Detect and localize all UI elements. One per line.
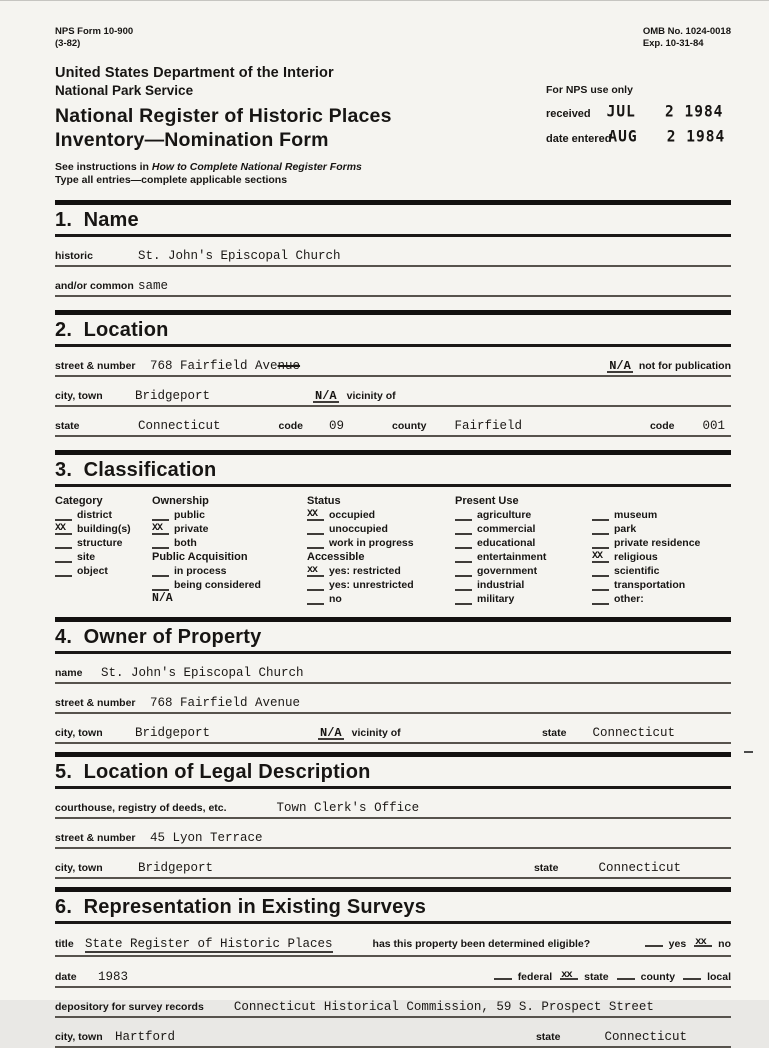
form-title bbox=[55, 105, 392, 152]
ck-religious bbox=[592, 549, 731, 563]
title-block bbox=[55, 81, 392, 152]
form-number-block bbox=[55, 26, 133, 49]
survey-level-group bbox=[494, 969, 731, 983]
code-label: code bbox=[278, 420, 304, 432]
ck-military-blank bbox=[455, 595, 472, 605]
ck-industrial-blank bbox=[455, 581, 472, 591]
ck-government-label: government bbox=[477, 565, 538, 577]
section-2-title: 2. Location bbox=[55, 315, 731, 347]
field-row-owner-city bbox=[55, 714, 731, 744]
ck-in-process-blank bbox=[152, 567, 169, 577]
not-for-publication-group bbox=[607, 360, 731, 373]
ck-occupied-label: occupied bbox=[329, 509, 376, 521]
ck-in-process bbox=[152, 563, 307, 577]
ck-yes-restricted-blank bbox=[307, 567, 324, 577]
owner-city-label: city, town bbox=[55, 727, 103, 739]
survey-date-label: date bbox=[55, 971, 77, 983]
date-entered-row bbox=[546, 130, 731, 146]
field-row-owner-name bbox=[55, 654, 731, 684]
legal-street-label: street & number bbox=[55, 832, 136, 844]
agency-row bbox=[55, 81, 731, 152]
nps-use-heading: For NPS use only bbox=[546, 84, 633, 96]
ck-private-blank bbox=[152, 525, 169, 535]
section-6-surveys bbox=[55, 887, 731, 1048]
classification-grid bbox=[55, 487, 731, 609]
street-value-struck: nue bbox=[277, 359, 301, 373]
owner-state-group bbox=[542, 726, 675, 740]
ck-no-label: no bbox=[329, 593, 342, 605]
instructions-manual-title: How to Complete National Register Forms bbox=[151, 161, 362, 173]
ck-object bbox=[55, 563, 152, 577]
state-level-label: state bbox=[584, 971, 609, 983]
ck-yes-restricted-label: yes: restricted bbox=[329, 565, 401, 577]
ck-site-blank bbox=[55, 553, 72, 563]
field-row-depository bbox=[55, 988, 731, 1018]
survey-state-label: state bbox=[535, 1031, 561, 1043]
county-label: county bbox=[392, 420, 427, 432]
ck-occupied bbox=[307, 507, 455, 521]
ck-museum-blank bbox=[592, 511, 609, 521]
local-level-label: local bbox=[707, 971, 731, 983]
ck-yes-unrestricted-label: yes: unrestricted bbox=[329, 579, 414, 591]
vicinity-na: N/A bbox=[315, 389, 337, 403]
section-4-title: 4. Owner of Property bbox=[55, 622, 731, 654]
ck-other bbox=[592, 591, 731, 605]
eligible-no-label: no bbox=[718, 938, 731, 950]
ck-work-in-progress bbox=[307, 535, 455, 549]
ck-private-residence-blank bbox=[592, 539, 609, 549]
status-header: Status bbox=[307, 495, 341, 507]
field-row-survey-city bbox=[55, 1018, 731, 1048]
date-entered-label: date entered bbox=[546, 133, 612, 145]
field-row-common bbox=[55, 267, 731, 297]
code2-label: code bbox=[649, 420, 675, 432]
ck-educational-label: educational bbox=[477, 537, 536, 549]
category-header: Category bbox=[55, 495, 103, 507]
field-row-state bbox=[55, 407, 731, 437]
section-4-owner bbox=[55, 617, 731, 744]
field-row-legal-street bbox=[55, 819, 731, 849]
form-revision: (3-82) bbox=[55, 37, 81, 49]
ck-park bbox=[592, 521, 731, 535]
survey-city-value: Hartford bbox=[115, 1030, 176, 1044]
field-row-legal-city bbox=[55, 849, 731, 879]
eligible-yes-blank bbox=[645, 936, 663, 947]
courthouse-value: Town Clerk's Office bbox=[276, 801, 420, 815]
instructions-line1 bbox=[55, 161, 731, 174]
owner-city-value: Bridgeport bbox=[135, 726, 211, 740]
common-value: same bbox=[138, 279, 169, 293]
ck-educational-blank bbox=[455, 539, 472, 549]
ck-private-mark: XX bbox=[152, 523, 163, 534]
ck-structure-label: structure bbox=[77, 537, 123, 549]
courthouse-label: courthouse, registry of deeds, etc. bbox=[55, 802, 227, 814]
ck-private-label: private bbox=[174, 523, 209, 535]
ck-commercial bbox=[455, 521, 592, 535]
received-date-stamp: JUL 2 1984 bbox=[606, 103, 724, 121]
ck-entertainment-label: entertainment bbox=[477, 551, 547, 563]
historic-label: historic bbox=[55, 250, 93, 262]
survey-city-label: city, town bbox=[55, 1031, 103, 1043]
ck-other-label: other: bbox=[614, 593, 644, 605]
field-row-owner-street bbox=[55, 684, 731, 714]
ck-religious-blank bbox=[592, 553, 609, 563]
federal-blank bbox=[494, 969, 512, 980]
not-for-publication-label: not for publication bbox=[638, 360, 731, 372]
ownership-column bbox=[152, 493, 307, 605]
ck-public-label: public bbox=[174, 509, 205, 521]
legal-city-value: Bridgeport bbox=[138, 861, 214, 875]
not-for-publication-na: N/A bbox=[609, 359, 631, 373]
field-row-city bbox=[55, 377, 731, 407]
owner-name-value: St. John's Episcopal Church bbox=[101, 666, 304, 680]
ck-park-label: park bbox=[614, 523, 637, 535]
street-label: street & number bbox=[55, 360, 136, 372]
ck-object-label: object bbox=[77, 565, 108, 577]
ck-unoccupied-blank bbox=[307, 525, 324, 535]
form-title-line1: National Register of Historic Places bbox=[55, 105, 392, 127]
ck-structure-blank bbox=[55, 539, 72, 549]
ck-government bbox=[455, 563, 592, 577]
ck-scientific-label: scientific bbox=[614, 565, 660, 577]
ck-agriculture bbox=[455, 507, 592, 521]
ck-district bbox=[55, 507, 152, 521]
ck-occupied-mark: XX bbox=[307, 509, 318, 520]
ck-no bbox=[307, 591, 455, 605]
local-blank bbox=[683, 969, 701, 980]
ck-military bbox=[455, 591, 592, 605]
survey-state-group bbox=[536, 1030, 687, 1044]
legal-city-label: city, town bbox=[55, 862, 103, 874]
eligible-no-blank bbox=[694, 936, 712, 947]
section-5-legal bbox=[55, 752, 731, 879]
ck-private-residence-label: private residence bbox=[614, 537, 701, 549]
ck-agriculture-label: agriculture bbox=[477, 509, 532, 521]
county-level-label: county bbox=[640, 971, 676, 983]
ck-public bbox=[152, 507, 307, 521]
ck-district-label: district bbox=[77, 509, 113, 521]
ck-district-blank bbox=[55, 511, 72, 521]
ck-yes-restricted-mark: xx bbox=[307, 565, 318, 576]
ck-both-blank bbox=[152, 539, 169, 549]
present-use-column-1 bbox=[455, 493, 592, 605]
section-2-location bbox=[55, 310, 731, 437]
ck-both bbox=[152, 535, 307, 549]
field-row-survey-date bbox=[55, 957, 731, 988]
code2-value: 001 bbox=[702, 419, 725, 433]
county-value: Fairfield bbox=[454, 419, 522, 433]
accessible-header: Accessible bbox=[307, 551, 365, 563]
eligible-answer-group bbox=[645, 936, 731, 950]
vicinity-label: vicinity of bbox=[346, 390, 396, 402]
ck-structure bbox=[55, 535, 152, 549]
ck-being-considered-label: being considered bbox=[174, 579, 261, 591]
ck-object-blank bbox=[55, 567, 72, 577]
ck-educational bbox=[455, 535, 592, 549]
date-entered-stamp: AUG 2 1984 bbox=[608, 128, 726, 146]
present-use-column-2 bbox=[592, 493, 731, 605]
ck-transportation-blank bbox=[592, 581, 609, 591]
ck-being-considered bbox=[152, 577, 307, 591]
ck-unoccupied-label: unoccupied bbox=[329, 523, 388, 535]
ck-museum bbox=[592, 507, 731, 521]
category-column bbox=[55, 493, 152, 605]
code-value: 09 bbox=[329, 419, 345, 433]
state-label: state bbox=[55, 420, 80, 432]
federal-label: federal bbox=[517, 971, 553, 983]
city-label: city, town bbox=[55, 390, 103, 402]
ck-work-in-progress-blank bbox=[307, 539, 324, 549]
received-label: received bbox=[546, 108, 591, 120]
state-mark: xx bbox=[561, 969, 572, 981]
survey-title-value: State Register of Historic Places bbox=[85, 937, 333, 951]
ck-park-blank bbox=[592, 525, 609, 535]
ck-transportation-label: transportation bbox=[614, 579, 686, 591]
instructions-prefix: See instructions in bbox=[55, 161, 152, 173]
owner-vicinity-label: vicinity of bbox=[351, 727, 401, 739]
present-use-column-2-spacer bbox=[592, 493, 731, 507]
present-use-header: Present Use bbox=[455, 495, 519, 507]
ck-building bbox=[55, 521, 152, 535]
ck-other-blank bbox=[592, 595, 609, 605]
ck-industrial bbox=[455, 577, 592, 591]
ck-occupied-blank bbox=[307, 511, 324, 521]
ck-yes-unrestricted-blank bbox=[307, 581, 324, 591]
ck-government-blank bbox=[455, 567, 472, 577]
field-row-courthouse bbox=[55, 789, 731, 819]
section-3-title: 3. Classification bbox=[55, 455, 731, 487]
ck-yes-unrestricted bbox=[307, 577, 455, 591]
ck-building-mark: XX bbox=[55, 523, 66, 534]
code2-group bbox=[650, 419, 731, 433]
legal-street-value: 45 Lyon Terrace bbox=[150, 831, 263, 845]
legal-state-label: state bbox=[533, 862, 559, 874]
owner-street-label: street & number bbox=[55, 697, 136, 709]
department-title: United States Department of the Interior bbox=[55, 65, 334, 81]
field-row-street bbox=[55, 347, 731, 377]
eligible-question-label: has this property been determined eligible? bbox=[372, 938, 591, 950]
ck-in-process-label: in process bbox=[174, 565, 227, 577]
form-meta-row bbox=[55, 26, 731, 49]
eligible-yes-label: yes bbox=[668, 938, 687, 950]
ownership-header: Ownership bbox=[152, 495, 209, 507]
ck-building-blank bbox=[55, 525, 72, 535]
owner-vicinity-na: N/A bbox=[320, 726, 342, 740]
agency-title: National Park Service bbox=[55, 83, 194, 98]
depository-value: Connecticut Historical Commission, 59 S. Prospect Street bbox=[233, 1000, 654, 1014]
depository-label: depository for survey records bbox=[55, 1001, 204, 1013]
street-value-text: 768 Fairfield Ave bbox=[150, 359, 278, 373]
county-blank bbox=[617, 969, 635, 980]
ck-yes-restricted bbox=[307, 563, 455, 577]
ck-entertainment bbox=[455, 549, 592, 563]
state-value: Connecticut bbox=[138, 419, 221, 433]
scan-artifact-dash bbox=[744, 751, 753, 753]
city-value: Bridgeport bbox=[135, 389, 211, 403]
ck-transportation bbox=[592, 577, 731, 591]
street-value bbox=[150, 359, 300, 373]
ck-no-blank bbox=[307, 595, 324, 605]
legal-state-value: Connecticut bbox=[598, 861, 681, 875]
owner-name-label: name bbox=[55, 667, 83, 679]
ck-scientific bbox=[592, 563, 731, 577]
instructions-line2: Type all entries—complete applicable sections bbox=[55, 174, 288, 186]
ck-unoccupied bbox=[307, 521, 455, 535]
ck-museum-label: museum bbox=[614, 509, 658, 521]
owner-state-label: state bbox=[541, 727, 567, 739]
ck-both-label: both bbox=[174, 537, 197, 549]
section-1-name bbox=[55, 200, 731, 297]
section-1-title: 1. Name bbox=[55, 205, 731, 237]
ck-religious-mark: XX bbox=[592, 551, 603, 562]
common-label: and/or common bbox=[55, 280, 134, 292]
ck-site bbox=[55, 549, 152, 563]
survey-date-value: 1983 bbox=[98, 970, 129, 984]
legal-state-group bbox=[534, 861, 681, 875]
ck-agriculture-blank bbox=[455, 511, 472, 521]
survey-state-value: Connecticut bbox=[604, 1030, 687, 1044]
survey-title-label: title bbox=[55, 938, 74, 950]
ck-industrial-label: industrial bbox=[477, 579, 525, 591]
omb-number: OMB No. 1024-0018 bbox=[642, 26, 731, 37]
ck-public-blank bbox=[152, 511, 169, 521]
public-acquisition-header: Public Acquisition bbox=[152, 551, 248, 563]
ck-entertainment-blank bbox=[455, 553, 472, 563]
omb-expiration: Exp. 10-31-84 bbox=[642, 37, 704, 49]
form-title-line2: Inventory—Nomination Form bbox=[55, 128, 329, 151]
form-number: NPS Form 10-900 bbox=[55, 26, 134, 37]
ck-building-label: building(s) bbox=[77, 523, 131, 535]
field-row-survey-title bbox=[55, 924, 731, 957]
section-6-title: 6. Representation in Existing Surveys bbox=[55, 892, 731, 924]
section-3-classification bbox=[55, 450, 731, 609]
state-blank bbox=[560, 969, 578, 980]
ck-commercial-label: commercial bbox=[477, 523, 536, 535]
ck-religious-label: religious bbox=[614, 551, 658, 563]
omb-block bbox=[643, 26, 731, 49]
ck-military-label: military bbox=[477, 593, 515, 605]
historic-value: St. John's Episcopal Church bbox=[138, 249, 341, 263]
ck-scientific-blank bbox=[592, 567, 609, 577]
owner-state-value: Connecticut bbox=[592, 726, 675, 740]
ck-private bbox=[152, 521, 307, 535]
section-5-title: 5. Location of Legal Description bbox=[55, 757, 731, 789]
ck-private-residence bbox=[592, 535, 731, 549]
ck-being-considered-blank bbox=[152, 581, 169, 591]
status-column bbox=[307, 493, 455, 605]
ck-work-in-progress-label: work in progress bbox=[329, 537, 414, 549]
ck-site-label: site bbox=[77, 551, 96, 563]
public-acquisition-na: N/A bbox=[152, 592, 173, 605]
eligible-no-mark: xx bbox=[695, 936, 706, 948]
ck-commercial-blank bbox=[455, 525, 472, 535]
field-row-historic bbox=[55, 237, 731, 267]
received-row bbox=[546, 105, 731, 121]
nps-use-box bbox=[546, 84, 731, 146]
owner-street-value: 768 Fairfield Avenue bbox=[150, 696, 301, 710]
